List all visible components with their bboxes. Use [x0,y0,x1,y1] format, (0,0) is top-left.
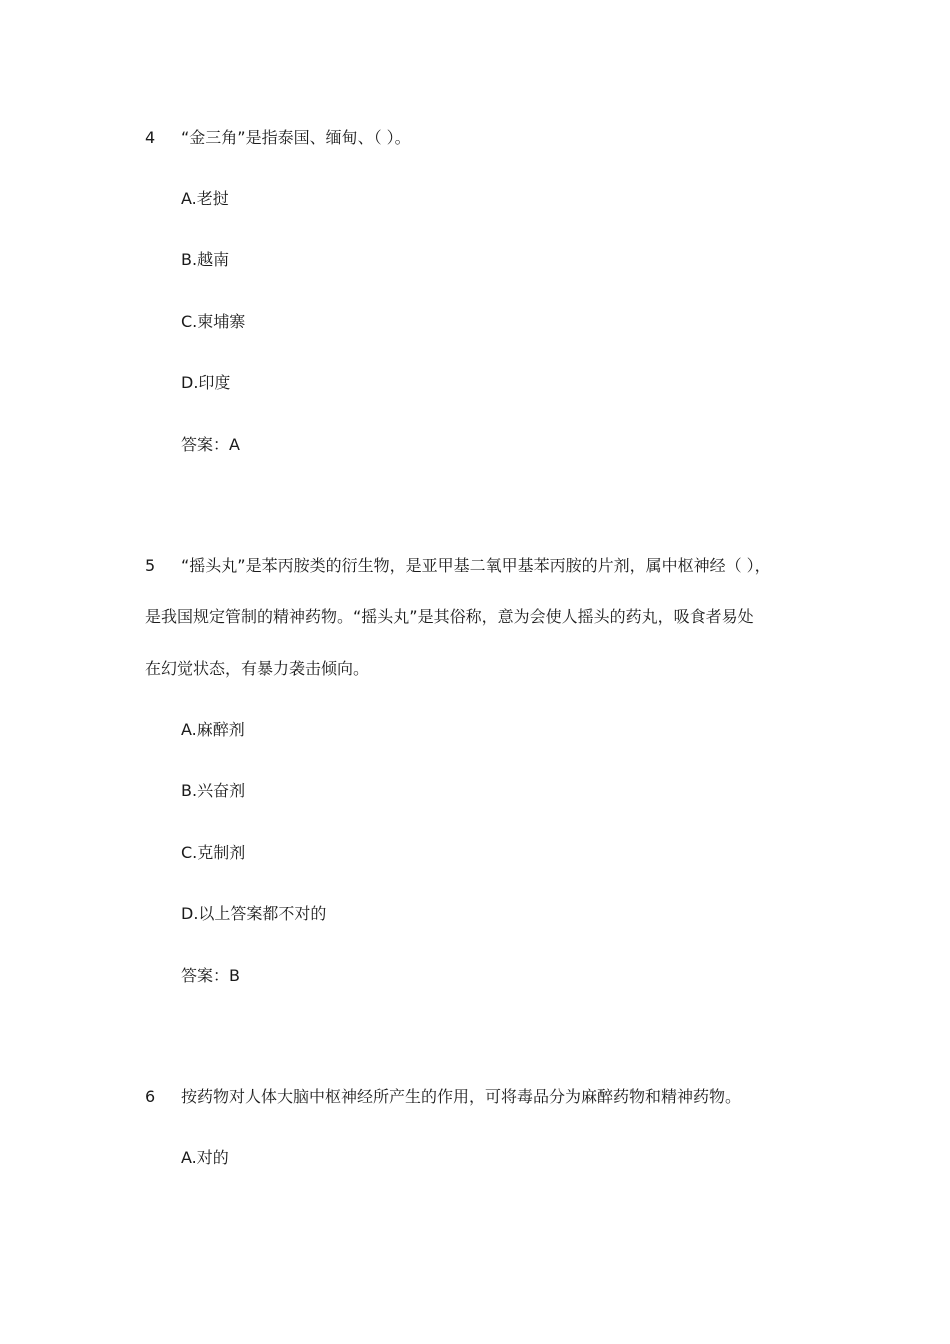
option-b: B.兴奋剂 [181,781,246,800]
question-text-line-2: 是我国规定管制的精神药物。“摇头丸”是其俗称，意为会使人摇头的药丸，吸食者易处 [145,607,754,626]
question-number: 5 [145,556,156,575]
question-number: 6 [145,1087,156,1106]
option-a: A.麻醉剂 [181,720,245,739]
option-c: C.柬埔寨 [181,312,246,331]
answer: 答案：B [181,966,240,985]
question-text: 按药物对人体大脑中枢神经所产生的作用，可将毒品分为麻醉药物和精神药物。 [181,1087,742,1106]
option-d: D.以上答案都不对的 [181,904,327,923]
answer: 答案：A [181,435,240,454]
question-number: 4 [145,128,156,147]
question-text-line-3: 在幻觉状态，有暴力袭击倾向。 [145,659,370,678]
option-c: C.克制剂 [181,843,246,862]
option-a: A.老挝 [181,189,229,208]
question-text: “金三角”是指泰国、缅甸、（ ）。 [181,128,411,147]
option-a: A.对的 [181,1148,229,1167]
option-b: B.越南 [181,250,230,269]
option-d: D.印度 [181,373,231,392]
question-text-line-1: “摇头丸”是苯丙胺类的衍生物，是亚甲基二氧甲基苯丙胺的片剂，属中枢神经（ ）， [181,556,771,575]
